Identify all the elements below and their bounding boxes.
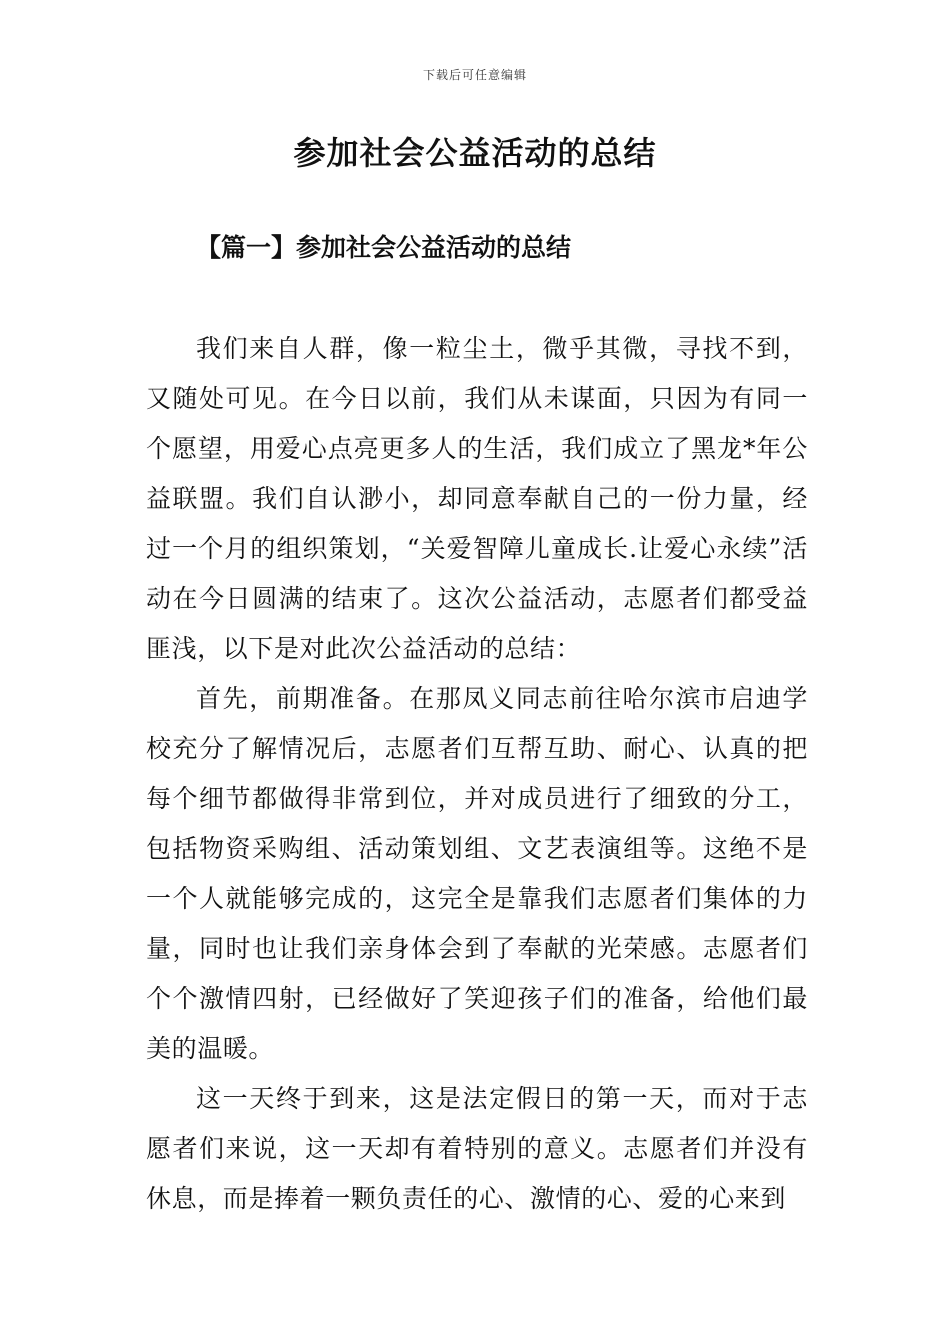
body-text bbox=[146, 324, 808, 1224]
paragraph: 这一天终于到来，这是法定假日的第一天，而对于志愿者们来说，这一天却有着特别的意义。志愿者们并没有休息，而是捧着一颗负责任的心、激情的心、爱的心来到 bbox=[146, 1084, 808, 1213]
section-heading: 【篇一】参加社会公益活动的总结 bbox=[196, 233, 572, 262]
paragraph: 首先，前期准备。在那凤义同志前往哈尔滨市启迪学校充分了解情况后，志愿者们互帮互助、耐心、认真的把每个细节都做得非常到位，并对成员进行了细致的分工，包括物资采购组、活动策划组、文艺表演组等。这绝不是一个人就能够完成的，这完全是靠我们志愿者们集体的力量，同时也让我们亲身体会到了奉献的光荣感。志愿者们个个激情四射，已经做好了笑迎孩子们的准备，给他们最美的温暖。 bbox=[146, 684, 808, 1063]
header-note: 下载后可任意编辑 bbox=[422, 68, 527, 82]
paragraph: 我们来自人群，像一粒尘土，微乎其微，寻找不到，又随处可见。在今日以前，我们从未谋面，只因为有同一个愿望，用爱心点亮更多人的生活，我们成立了黑龙*年公益联盟。我们自认渺小，却同意奉献自己的一份力量，经过一个月的组织策划，“关爱智障儿童成长.让爱心永续”活动在今日圆满的结束了。这次公益活动，志愿者们都受益匪浅，以下是对此次公益活动的总结： bbox=[146, 334, 808, 663]
document-title: 参加社会公益活动的总结 bbox=[293, 134, 657, 172]
